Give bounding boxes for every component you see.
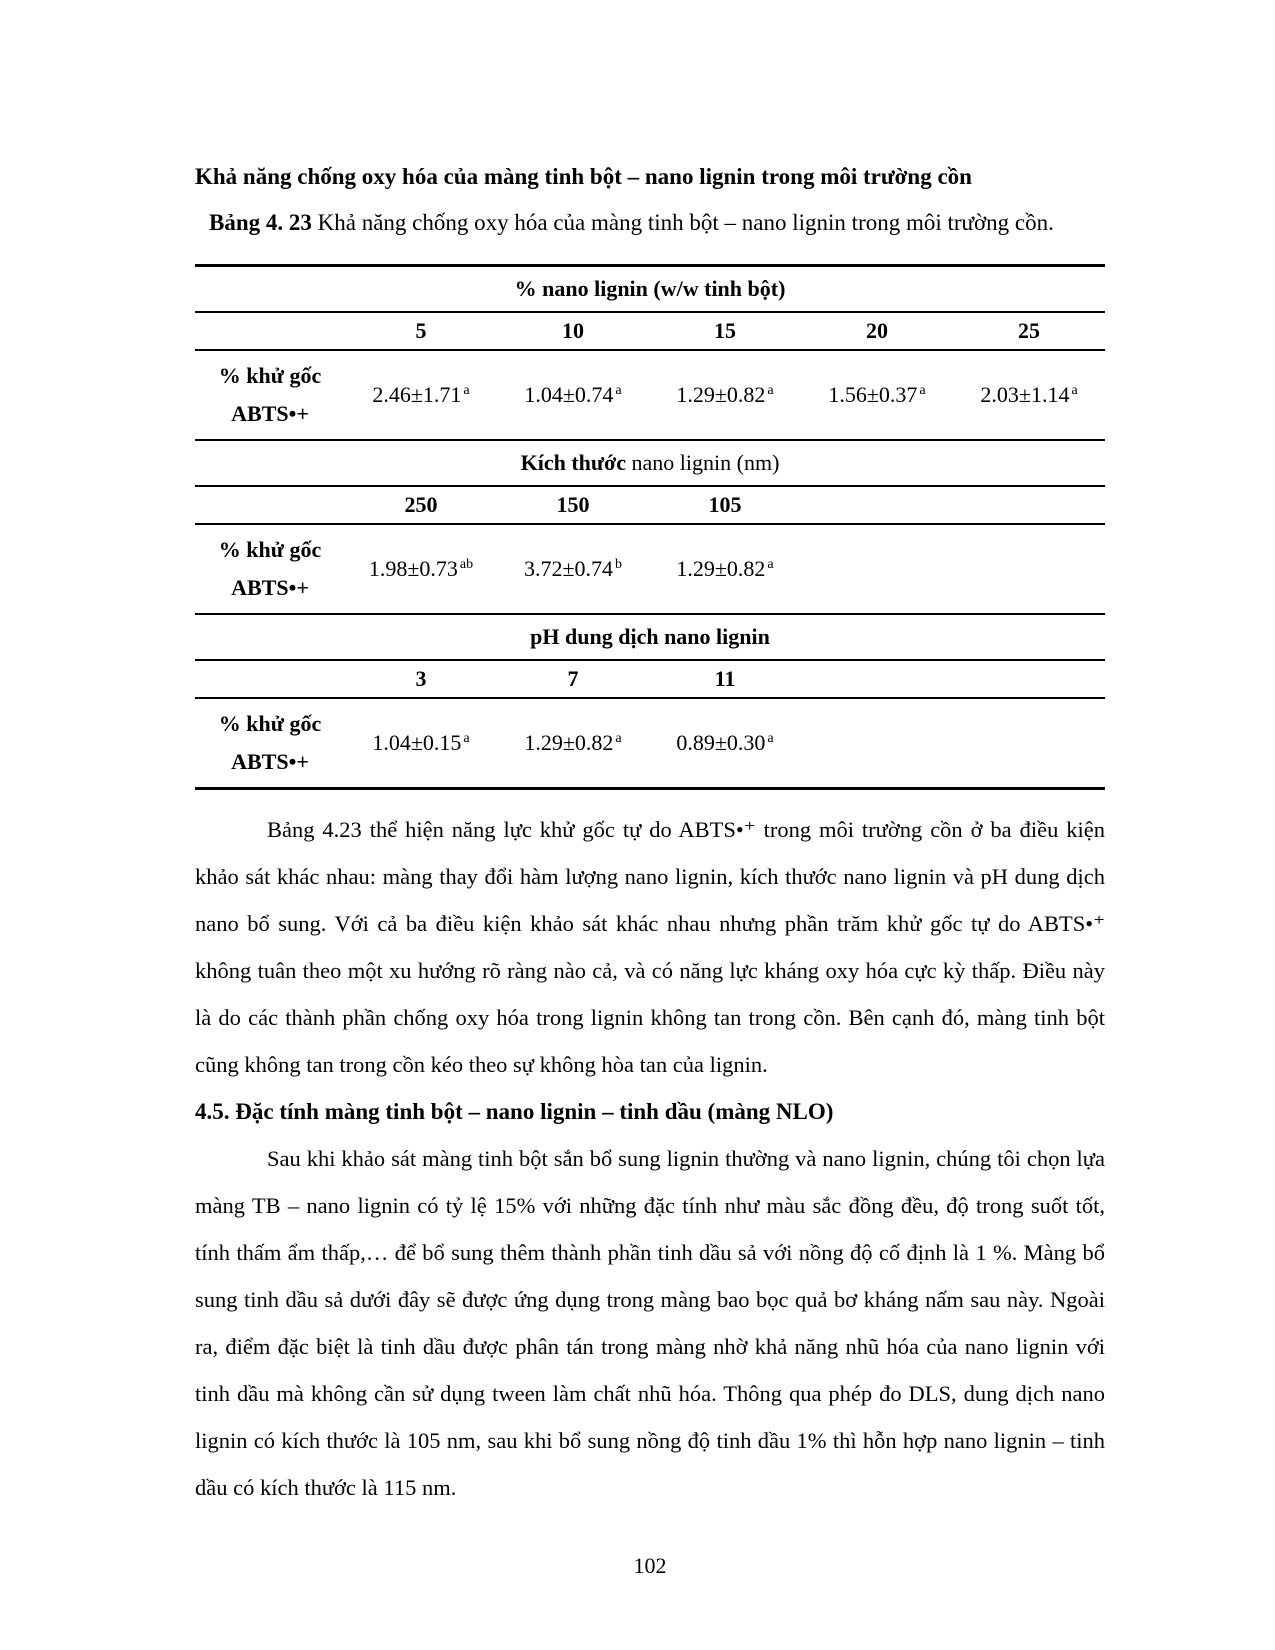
table-cell: 1.98±0.73 $^{ab}$ [345,524,497,614]
table-section-header: Kích thước nano lignin (nm) [195,440,1105,486]
table-column-header: 25 [953,312,1105,350]
row-label [195,524,345,614]
table-column-header: 150 [497,486,649,524]
table-columns-row [195,486,1105,524]
table-cell: 2.03±1.14 $^a$ [953,350,1105,440]
table-section-header: pH dung dịch nano lignin [195,614,1105,660]
table-cell: 1.04±0.15 $^a$ [345,698,497,789]
superscript: a [1071,382,1078,398]
table-column-header: 5 [345,312,497,350]
table-column-header: 10 [497,312,649,350]
table-column-header: 105 [649,486,801,524]
document-title: Khả năng chống oxy hóa của màng tinh bột – nano lignin trong môi trường cồn [195,164,972,189]
table-cell-empty [195,486,345,524]
page-number: 102 [633,1553,667,1578]
row-label-line2: ABTS•+ [231,401,309,426]
results-table [195,264,1105,790]
table-section-header-row [195,440,1105,486]
table-caption [195,208,1105,238]
table-column-header: 3 [345,660,497,698]
table-cell: 0.89±0.30 $^a$ [649,698,801,789]
body-text [195,806,1105,1511]
table-column-header: 7 [497,660,649,698]
page-content [195,162,1105,1579]
table-cell-empty [953,486,1105,524]
superscript: a [767,382,774,398]
table-column-header: 250 [345,486,497,524]
table-cell: 1.29±0.82 $^a$ [649,524,801,614]
table-cell-empty [801,698,953,789]
table-section-header-row [195,614,1105,660]
row-label-line1: % khử gốc [218,363,322,388]
table-cell: 1.29±0.82 $^a$ [497,698,649,789]
table-section-header-row [195,266,1105,313]
table-cell-empty [801,524,953,614]
table-data-row [195,350,1105,440]
table-cell-empty [195,660,345,698]
table-cell: 2.46±1.71 $^a$ [345,350,497,440]
superscript: a [615,382,622,398]
table-column-header: 11 [649,660,801,698]
superscript: a [463,730,470,746]
table-columns-row [195,312,1105,350]
paragraph-discussion: Bảng 4.23 thể hiện năng lực khử gốc tự do ABTS•⁺ trong môi trường cồn ở ba điều kiện khảo sát khác nhau: màng thay đổi hàm lượng nano lignin, kích thước nano lignin và pH dung dịch nano bổ sung. Với cả ba điều kiện khảo sát khác nhau nhưng phần trăm khử gốc tự do ABTS•⁺ không tuân theo một xu hướng rõ ràng nào cả, và có năng lực kháng oxy hóa cực kỳ thấp. Điều này là do các thành phần chống oxy hóa trong lignin không tan trong cồn. Bên cạnh đó, màng tinh bột cũng không tan trong cồn kéo theo sự không hòa tan của lignin. [195,817,1105,1077]
superscript: a [615,730,622,746]
row-label [195,698,345,789]
table-cell: 1.29±0.82 $^a$ [649,350,801,440]
row-label-line1: % khử gốc [218,711,322,736]
table-data-row [195,698,1105,789]
superscript: a [463,382,470,398]
table-column-header: 15 [649,312,801,350]
superscript: b [615,556,623,572]
table-cell-empty [801,486,953,524]
table-cell-empty [953,698,1105,789]
paragraph-section-4-5: Sau khi khảo sát màng tinh bột sắn bổ sung lignin thường và nano lignin, chúng tôi chọn lựa màng TB – nano lignin có tỷ lệ 15% với những đặc tính như màu sắc đồng đều, độ trong suốt tốt, tính thấm ẩm thấp,… để bổ sung thêm thành phần tinh dầu sả với nồng độ cố định là 1 %. Màng bổ sung tinh dầu sả dưới đây sẽ được ứng dụng trong màng bao bọc quả bơ kháng nấm sau này. Ngoài ra, điểm đặc biệt là tinh dầu được phân tán trong màng nhờ khả năng nhũ hóa của nano lignin với tinh dầu mà không cần sử dụng tween làm chất nhũ hóa. Thông qua phép đo DLS, dung dịch nano lignin có kích thước là 105 nm, sau khi bổ sung nồng độ tinh dầu 1% thì hỗn hợp nano lignin – tinh dầu có kích thước là 115 nm. [195,1146,1105,1500]
table-columns-row [195,660,1105,698]
table-cell-empty [801,660,953,698]
table-column-header: 20 [801,312,953,350]
row-label-line1: % khử gốc [218,537,322,562]
row-label-line2: ABTS•+ [231,575,309,600]
table-data-row [195,524,1105,614]
table-cell-empty [953,660,1105,698]
superscript: a [767,556,774,572]
table-cell-empty [953,524,1105,614]
table-cell: 1.56±0.37 $^a$ [801,350,953,440]
table-section-header: % nano lignin (w/w tinh bột) [195,266,1105,313]
table-caption-label: Bảng 4. 23 [209,210,312,235]
table-cell: 1.04±0.74 $^a$ [497,350,649,440]
table-cell: 3.72±0.74 $^b$ [497,524,649,614]
superscript: a [919,382,926,398]
superscript: a [767,730,774,746]
table-cell-empty [195,312,345,350]
table-caption-text: Khả năng chống oxy hóa của màng tinh bột – nano lignin trong môi trường cồn. [311,210,1054,235]
row-label [195,350,345,440]
row-label-line2: ABTS•+ [231,749,309,774]
section-heading-4-5: 4.5. Đặc tính màng tinh bột – nano lignin – tinh dầu (màng NLO) [195,1099,834,1124]
superscript: ab [459,556,474,572]
